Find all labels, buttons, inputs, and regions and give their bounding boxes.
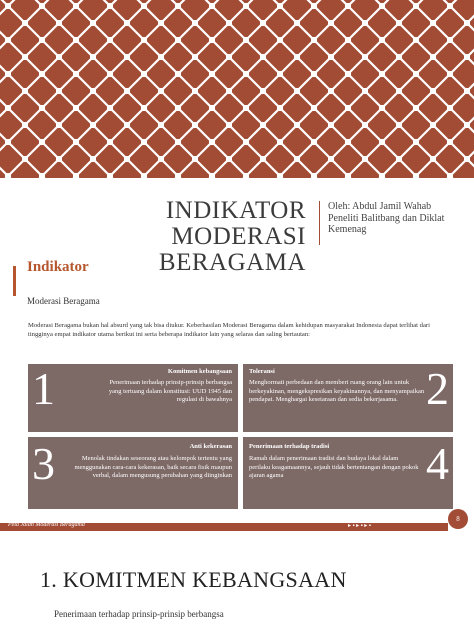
- indicator-card-3: [28, 437, 238, 509]
- indicator-heading: Penerimaan terhadap tradisi: [249, 443, 330, 450]
- page-number-badge: 8: [448, 509, 468, 529]
- author-info: [328, 201, 468, 236]
- indicator-number: 1: [32, 363, 55, 414]
- title-divider: [319, 201, 320, 245]
- indicator-body: Penerimaan terhadap prinsip-prinsip berbangsa yang tertuang dalam konstitusi: UUD 1945 dan regulasi di bawahnya: [108, 379, 232, 403]
- indicator-body: Ramah dalam penerimaan tradisi dan budaya lokal dalam perilaku keagamaannya, sejauh tidak bertentangan dengan pokok ajaran agama: [249, 455, 419, 479]
- footer-title: Peta Jalan Moderasi Beragama: [8, 522, 85, 528]
- title-line-1: INDIKATOR MODERASI: [165, 197, 306, 250]
- intro-paragraph: Moderasi Beragama bukan hal absurd yang tak bisa diukur. Keberhasilan Moderasi Beragama dalam kehidupan masyarakat Indonesia dapat terlihat dari tingginya empat indikator utama berikut ini serta beberapa indikator lain yang selaras dan saling bertautan:: [28, 322, 430, 338]
- decorative-pattern-banner: [0, 0, 474, 178]
- indicator-card-4: [243, 437, 453, 509]
- footer-ornament-icon: ▸ ▪ ▸ ▪ ▸ ▪: [348, 523, 371, 529]
- indicator-heading: Toleransi: [249, 368, 275, 375]
- indicator-number: 3: [32, 438, 55, 489]
- indicator-body: Menolak tindakan seseorang atau kelompok tertentu yang menggunakan cara-cara kekerasan, baik secara fisik maupun verbal, dalam mengusung perubahan yang diinginkan: [74, 455, 232, 479]
- next-section-heading: 1. KOMITMEN KEBANGSAAN: [40, 567, 347, 592]
- indicator-number: 4: [426, 438, 449, 489]
- title-line-2: BERAGAMA: [158, 249, 306, 276]
- indicator-card-1: [28, 364, 238, 432]
- next-section-text: Penerimaan terhadap prinsip-prinsip berbangsa: [54, 609, 224, 619]
- indicator-card-2: [243, 364, 453, 432]
- indicator-heading: Komitmen kebangsaan: [167, 368, 232, 375]
- indicator-heading: Anti kekerasan: [189, 443, 232, 450]
- section-accent-bar: [13, 266, 16, 296]
- section-subtitle: Moderasi Beragama: [27, 296, 100, 306]
- author-name: Oleh: Abdul Jamil Wahab: [328, 201, 432, 212]
- author-org: Kemenag: [328, 224, 367, 235]
- indicator-number: 2: [426, 363, 449, 414]
- author-role: Peneliti Balitbang dan Diklat: [328, 212, 445, 224]
- section-title: Indikator: [27, 259, 89, 275]
- indicator-body: Menghormati perbedaan dan memberi ruang orang lain untuk berkeyakinan, mengekspresikan keyakinannya, dan menyampaikan pendapat. Menghargai kesetaraan dan sedia bekerjasama.: [249, 379, 425, 403]
